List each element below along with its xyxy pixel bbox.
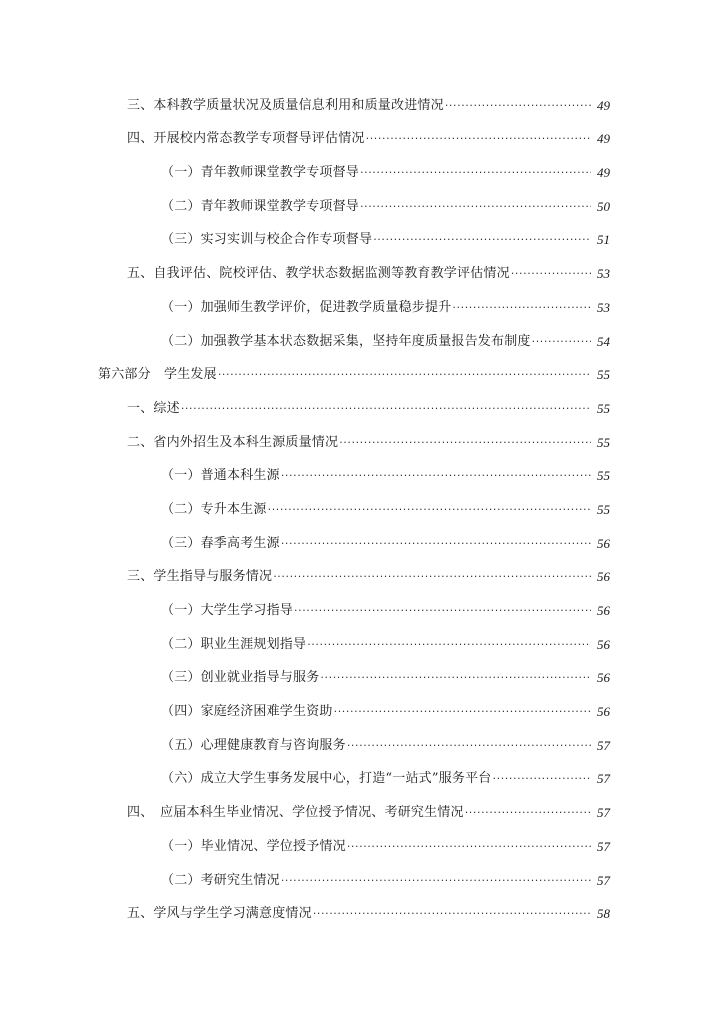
toc-entry[interactable] xyxy=(0,897,724,931)
toc-entry[interactable] xyxy=(0,560,724,594)
toc-entry[interactable] xyxy=(0,526,724,560)
toc-entry-page-number: 49 xyxy=(597,165,610,181)
toc-entry[interactable] xyxy=(0,829,724,863)
toc-entry-page-number: 54 xyxy=(597,333,610,349)
toc-entry-label: （一）大学生学习指导 xyxy=(161,603,294,618)
toc-entry-page-number: 55 xyxy=(597,434,610,450)
toc-entry[interactable] xyxy=(0,661,724,695)
toc-entry-label: （三）创业就业指导与服务 xyxy=(161,670,320,686)
toc-entry-label: （一）普通本科生源 xyxy=(161,468,280,484)
toc-leader-dots xyxy=(373,232,591,248)
toc-entry[interactable] xyxy=(0,324,724,358)
toc-leader-dots xyxy=(281,468,591,484)
toc-entry[interactable] xyxy=(0,425,724,459)
toc-leader-dots xyxy=(452,300,591,316)
toc-entry-label: （五）心理健康教育与咨询服务 xyxy=(161,737,346,753)
toc-entry[interactable] xyxy=(0,256,724,290)
toc-entry-label: （一）毕业情况、学位授予情况 xyxy=(161,838,346,854)
toc-entry[interactable] xyxy=(0,627,724,661)
toc-entry-page-number: 57 xyxy=(597,737,610,753)
toc-leader-dots xyxy=(294,603,591,619)
toc-entry-label: 五、学风与学生学习满意度情况 xyxy=(127,906,312,922)
toc-entry[interactable] xyxy=(0,795,724,829)
toc-entry-label: 三、本科教学质量状况及质量信息利用和质量改进情况 xyxy=(127,97,444,113)
toc-leader-dots xyxy=(347,738,591,754)
toc-entry-label: （二）青年教师课堂教学专项督导 xyxy=(161,198,360,214)
toc-leader-dots xyxy=(511,266,591,282)
toc-entry-label: 二、省内外招生及本科生源质量情况 xyxy=(127,434,339,450)
toc-entry-page-number: 57 xyxy=(597,771,610,787)
toc-entry[interactable] xyxy=(0,492,724,526)
toc-entry-label: （二）职业生涯规划指导 xyxy=(161,636,307,652)
toc-entry-page-number: 53 xyxy=(597,299,610,315)
toc-leader-dots xyxy=(181,401,591,417)
toc-entry-page-number: 57 xyxy=(597,838,610,854)
toc-leader-dots xyxy=(347,839,591,855)
toc-entry[interactable] xyxy=(0,155,724,189)
toc-entry-page-number: 56 xyxy=(597,636,610,652)
toc-entry-page-number: 53 xyxy=(597,266,610,282)
toc-entry-label: （二）加强教学基本状态数据采集，坚持年度质量报告发布制度 xyxy=(161,333,531,349)
toc-entry[interactable] xyxy=(0,223,724,257)
toc-entry-label: （一）加强师生教学评价，促进教学质量稳步提升 xyxy=(161,299,452,315)
toc-leader-dots xyxy=(493,771,592,787)
toc-entry-label: （二）专升本生源 xyxy=(161,501,267,517)
toc-entry-page-number: 55 xyxy=(597,501,610,517)
toc-leader-dots xyxy=(273,569,591,585)
toc-entry-label: 四、 应届本科生毕业情况、学位授予情况、考研究生情况 xyxy=(127,805,464,821)
toc-leader-dots xyxy=(334,704,591,720)
toc-entry-label: （四）家庭经济困难学生资助 xyxy=(161,704,333,720)
toc-leader-dots xyxy=(360,199,591,215)
toc-entry[interactable] xyxy=(0,762,724,796)
toc-leader-dots xyxy=(339,435,591,451)
toc-leader-dots xyxy=(320,670,591,686)
toc-entry-page-number: 49 xyxy=(597,131,610,147)
toc-leader-dots xyxy=(218,367,591,383)
toc-leader-dots xyxy=(268,502,591,518)
toc-entry-label: 第六部分 学生发展 xyxy=(98,367,217,383)
toc-entry-page-number: 57 xyxy=(597,872,610,888)
toc-entry[interactable] xyxy=(0,358,724,392)
toc-entry-page-number: 56 xyxy=(597,603,610,618)
toc-leader-dots xyxy=(465,805,591,821)
toc-entry-label: （六）成立大学生事务发展中心，打造“一站式”服务平台 xyxy=(161,771,492,787)
toc-leader-dots xyxy=(281,873,591,889)
toc-entry[interactable] xyxy=(0,593,724,627)
toc-entry-page-number: 58 xyxy=(597,906,610,922)
toc-entry-page-number: 57 xyxy=(597,805,610,821)
toc-entry-label: 五、自我评估、院校评估、教学状态数据监测等教育教学评估情况 xyxy=(127,266,510,282)
toc-entry-label: 四、开展校内常态教学专项督导评估情况 xyxy=(127,131,365,147)
toc-entry-label: （一）青年教师课堂教学专项督导 xyxy=(161,165,360,181)
toc-leader-dots xyxy=(307,637,591,653)
table-of-contents xyxy=(0,88,724,930)
toc-entry-page-number: 51 xyxy=(597,232,610,248)
toc-entry-page-number: 50 xyxy=(597,198,610,214)
toc-entry-label: （二）考研究生情况 xyxy=(161,872,280,888)
toc-entry[interactable] xyxy=(0,863,724,897)
toc-entry-page-number: 55 xyxy=(597,400,610,416)
toc-entry-page-number: 56 xyxy=(597,535,610,551)
toc-entry-label: （三）春季高考生源 xyxy=(161,535,280,551)
toc-leader-dots xyxy=(445,98,591,114)
toc-entry-label: 三、学生指导与服务情况 xyxy=(127,569,273,585)
toc-entry-page-number: 55 xyxy=(597,468,610,484)
toc-entry[interactable] xyxy=(0,459,724,493)
toc-entry-label: （三）实习实训与校企合作专项督导 xyxy=(161,232,373,248)
toc-entry[interactable] xyxy=(0,122,724,156)
toc-leader-dots xyxy=(281,536,591,552)
toc-entry-page-number: 56 xyxy=(597,569,610,585)
toc-entry-page-number: 49 xyxy=(597,97,610,113)
toc-entry-page-number: 55 xyxy=(597,367,610,383)
toc-entry[interactable] xyxy=(0,391,724,425)
toc-entry[interactable] xyxy=(0,88,724,122)
toc-entry[interactable] xyxy=(0,189,724,223)
toc-leader-dots xyxy=(360,165,591,181)
toc-leader-dots xyxy=(532,334,591,350)
toc-entry[interactable] xyxy=(0,694,724,728)
toc-entry[interactable] xyxy=(0,728,724,762)
toc-entry[interactable] xyxy=(0,290,724,324)
toc-leader-dots xyxy=(366,131,591,147)
toc-entry-page-number: 56 xyxy=(597,704,610,720)
toc-entry-page-number: 56 xyxy=(597,670,610,686)
toc-leader-dots xyxy=(313,906,591,922)
toc-entry-label: 一、综述 xyxy=(127,400,180,416)
